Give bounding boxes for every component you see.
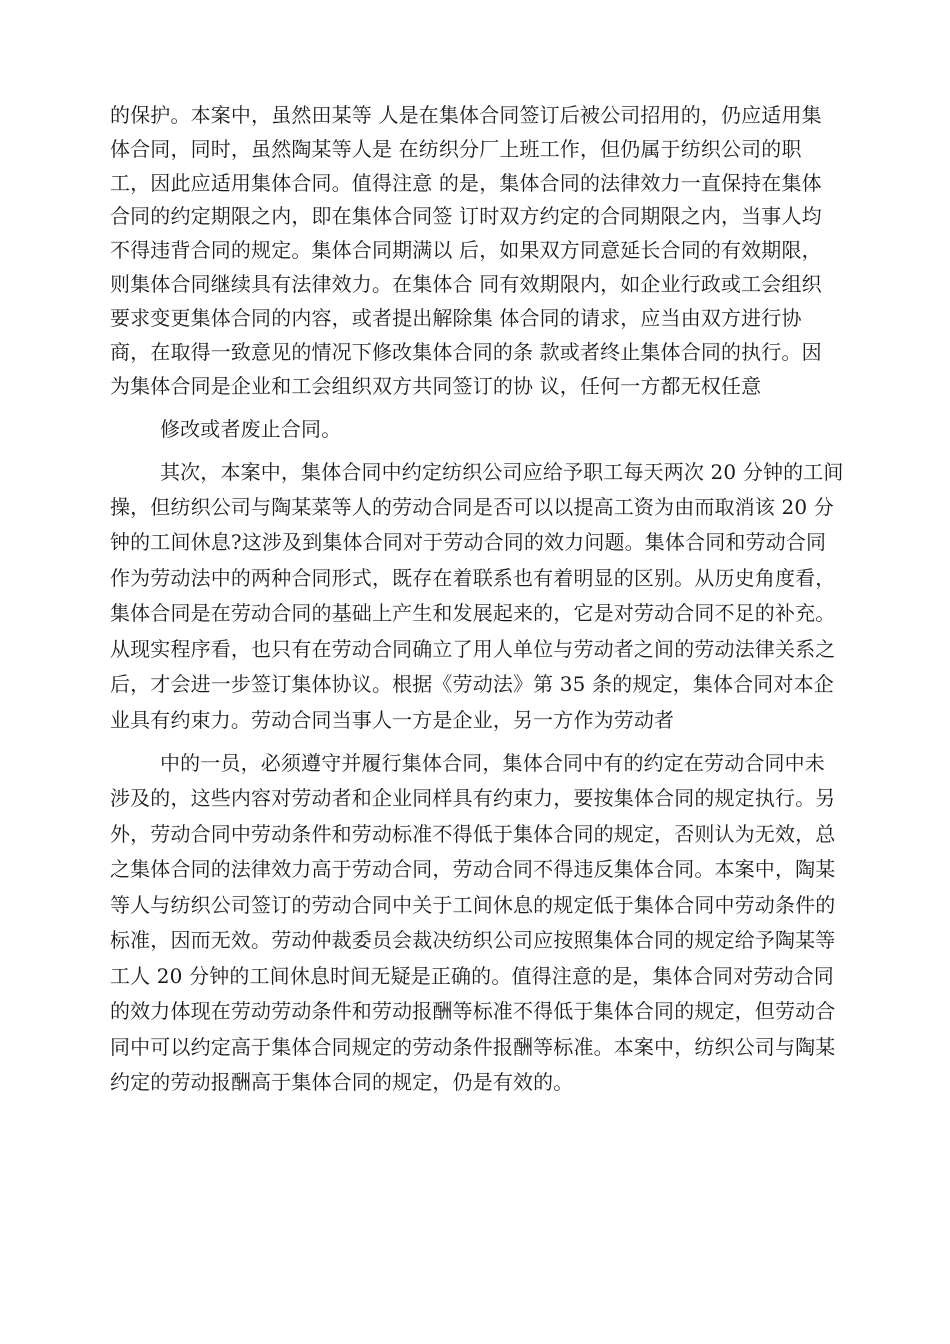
paragraph-4-line-3: 外，劳动合同中劳动条件和劳动标准不得低于集体合同的规定，否则认为无效，总 bbox=[110, 822, 836, 846]
paragraph-4-line-1: 中的一员，必须遵守并履行集体合同，集体合同中有的约定在劳动合同中未 bbox=[160, 751, 825, 775]
paragraph-3-line-3: 钟的工间休息?这涉及到集体合同对于劳动合同的效力问题。集体合同和劳动合同 bbox=[110, 530, 827, 554]
paragraph-1-line-9: 为集体合同是企业和工会组织双方共同签订的协 议，任何一方都无权任意 bbox=[110, 374, 762, 398]
paragraph-3-line-6: 从现实程序看，也只有在劳动合同确立了用人单位与劳动者之间的劳动法律关系之 bbox=[110, 637, 836, 661]
paragraph-1-line-7: 要求变更集体合同的内容，或者提出解除集 体合同的请求，应当由双方进行协 bbox=[110, 306, 802, 330]
paragraph-3-line-8: 业具有约束力。劳动合同当事人一方是企业，另一方作为劳动者 bbox=[110, 708, 675, 732]
paragraph-4-line-5: 等人与纺织公司签订的劳动合同中关于工间休息的规定低于集体合同中劳动条件的 bbox=[110, 893, 836, 917]
paragraph-3-line-2: 操，但纺织公司与陶某菜等人的劳动合同是否可以以提高工资为由而取消该 20 分 bbox=[110, 495, 834, 519]
paragraph-3-line-5: 集体合同是在劳动合同的基础上产生和发展起来的，它是对劳动合同不足的补充。 bbox=[110, 601, 836, 625]
paragraph-4-line-6: 标准，因而无效。劳动仲裁委员会裁决纺织公司应按照集体合同的规定给予陶某等 bbox=[110, 928, 836, 952]
paragraph-1-line-2: 体合同，同时，虽然陶某等人是 在纺织分厂上班工作，但仍属于纺织公司的职 bbox=[110, 137, 802, 161]
paragraph-4-line-8: 的效力体现在劳动劳动条件和劳动报酬等标准不得低于集体合同的规定，但劳动合 bbox=[110, 999, 836, 1023]
paragraph-1-line-5: 不得违背合同的规定。集体合同期满以 后，如果双方同意延长合同的有效期限， bbox=[110, 238, 822, 262]
paragraph-3-line-7: 后，才会进一步签订集体协议。根据《劳动法》第 35 条的规定，集体合同对本企 bbox=[110, 672, 834, 696]
paragraph-1-line-3: 工，因此应适用集体合同。值得注意 的是，集体合同的法律效力一直保持在集体 bbox=[110, 171, 822, 195]
paragraph-3-line-4: 作为劳动法中的两种合同形式，既存在着联系也有着明显的区别。从历史角度看， bbox=[110, 566, 836, 590]
paragraph-2-line-1: 修改或者废止合同。 bbox=[160, 417, 342, 441]
paragraph-1-line-1: 的保护。本案中，虽然田某等 人是在集体合同签订后被公司招用的，仍应适用集 bbox=[110, 103, 822, 127]
paragraph-3-line-1: 其次，本案中，集体合同中约定纺织公司应给予职工每天两次 20 分钟的工间 bbox=[160, 460, 844, 484]
paragraph-4-line-7: 工人 20 分钟的工间休息时间无疑是正确的。值得注意的是，集体合同对劳动合同 bbox=[110, 964, 834, 988]
paragraph-1-line-8: 商，在取得一致意见的情况下修改集体合同的条 款或者终止集体合同的执行。因 bbox=[110, 340, 822, 364]
paragraph-1-line-6: 则集体合同继续具有法律效力。在集体合 同有效期限内，如企业行政或工会组织 bbox=[110, 272, 822, 296]
paragraph-4-line-9: 同中可以约定高于集体合同规定的劳动条件报酬等标准。本案中，纺织公司与陶某 bbox=[110, 1035, 836, 1059]
paragraph-4-line-4: 之集体合同的法律效力高于劳动合同，劳动合同不得违反集体合同。本案中，陶某 bbox=[110, 857, 836, 881]
paragraph-4-line-10: 约定的劳动报酬高于集体合同的规定，仍是有效的。 bbox=[110, 1070, 574, 1094]
paragraph-4-line-2: 涉及的，这些内容对劳动者和企业同样具有约束力，要按集体合同的规定执行。另 bbox=[110, 786, 836, 810]
paragraph-1-line-4: 合同的约定期限之内，即在集体合同签 订时双方约定的合同期限之内，当事人均 bbox=[110, 204, 822, 228]
